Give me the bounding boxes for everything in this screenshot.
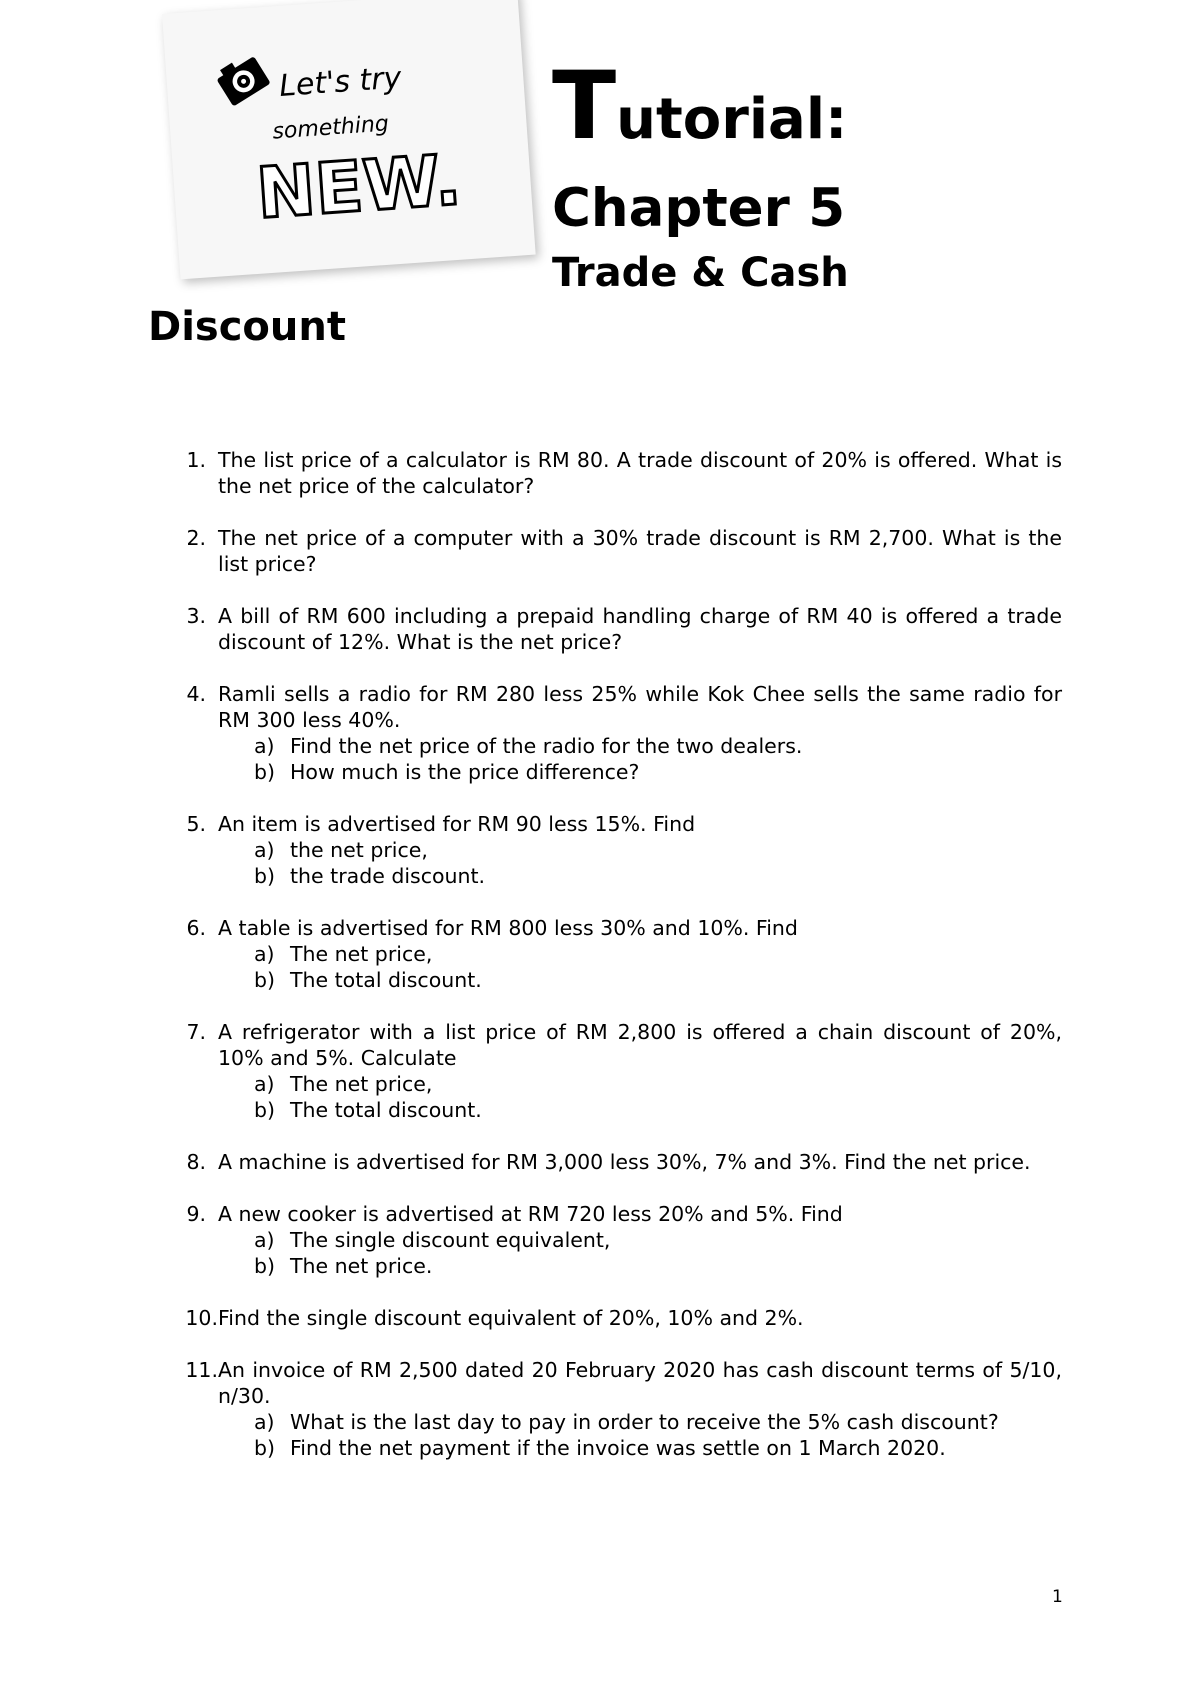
question-number: 8. (186, 1150, 206, 1174)
sub-question (218, 1253, 1062, 1279)
chapter-subtitle: Trade & Cash (552, 250, 849, 296)
sub-question (218, 759, 1062, 785)
question-text: Find the single discount equivalent of 20%, 10% and 2%. (218, 1306, 804, 1330)
question-item (172, 447, 1062, 499)
question-body (218, 681, 1062, 785)
section-heading: Discount (148, 304, 346, 350)
sub-question-label: b) (254, 864, 276, 888)
sticky-note (162, 0, 536, 279)
question-body (218, 915, 1062, 993)
sub-question (218, 1435, 1062, 1461)
sub-question-label: a) (254, 942, 275, 966)
question-item (172, 811, 1062, 889)
question-number: 4. (186, 682, 206, 706)
sub-question-text: The single discount equivalent, (290, 1228, 611, 1252)
sub-question-text: Find the net payment if the invoice was settle on 1 March 2020. (290, 1436, 946, 1460)
sub-question (218, 1071, 1062, 1097)
sub-question-label: b) (254, 1436, 276, 1460)
sub-question (218, 941, 1062, 967)
sub-question (218, 733, 1062, 759)
question-body (218, 447, 1062, 499)
sub-question (218, 1409, 1062, 1435)
sub-question-label: a) (254, 838, 275, 862)
sub-question-label: b) (254, 760, 276, 784)
question-number: 1. (186, 448, 206, 472)
sub-question-label: b) (254, 1098, 276, 1122)
sub-question-text: Find the net price of the radio for the two dealers. (290, 734, 803, 758)
sub-question-label: a) (254, 734, 275, 758)
sub-question-text: the net price, (290, 838, 428, 862)
question-text: An invoice of RM 2,500 dated 20 February 2020 has cash discount terms of 5/10, n/30. (218, 1358, 1062, 1408)
question-number: 11. (185, 1358, 218, 1382)
page-title (552, 52, 848, 161)
question-text: An item is advertised for RM 90 less 15%. Find (218, 812, 696, 836)
question-item (172, 1201, 1062, 1279)
question-number: 2. (186, 526, 206, 550)
sub-question-text: the trade discount. (290, 864, 486, 888)
question-text: A machine is advertised for RM 3,000 less 30%, 7% and 3%. Find the net price. (218, 1150, 1031, 1174)
sub-question (218, 967, 1062, 993)
question-item (172, 1357, 1062, 1461)
question-body (218, 1305, 1062, 1331)
sub-question-text: The net price. (290, 1254, 433, 1278)
question-item (172, 915, 1062, 993)
question-body (218, 811, 1062, 889)
camera-icon (213, 51, 270, 107)
sub-question-label: a) (254, 1228, 275, 1252)
sub-question-label: b) (254, 968, 276, 992)
note-line-2: something (271, 111, 390, 145)
sub-question (218, 1227, 1062, 1253)
question-text: The list price of a calculator is RM 80. A trade discount of 20% is offered. What is the net price of the calculator? (218, 448, 1062, 498)
question-text: A refrigerator with a list price of RM 2,800 is offered a chain discount of 20%, 10% and 5%. Calculate (218, 1020, 1062, 1070)
question-number: 9. (186, 1202, 206, 1226)
question-item (172, 1149, 1062, 1175)
sub-question-label: a) (254, 1410, 275, 1434)
question-body (218, 1149, 1062, 1175)
question-body (218, 1019, 1062, 1123)
sub-question-text: The net price, (290, 1072, 433, 1096)
page-number: 1 (1052, 1587, 1063, 1607)
note-line-3: NEW. (253, 138, 464, 235)
question-body (218, 603, 1062, 655)
question-text: A bill of RM 600 including a prepaid handling charge of RM 40 is offered a trade discount of 12%. What is the net price? (218, 604, 1062, 654)
question-item (172, 1305, 1062, 1331)
sub-question-text: The net price, (290, 942, 433, 966)
question-item (172, 603, 1062, 655)
sub-question (218, 837, 1062, 863)
sub-question-text: The total discount. (290, 1098, 482, 1122)
sub-question-text: How much is the price difference? (290, 760, 640, 784)
question-text: A new cooker is advertised at RM 720 less 20% and 5%. Find (218, 1202, 843, 1226)
question-list (172, 447, 1062, 1487)
sticky-note-drawing (162, 0, 536, 279)
question-body (218, 525, 1062, 577)
note-line-1: Let's try (278, 60, 403, 104)
question-number: 6. (186, 916, 206, 940)
question-number: 5. (186, 812, 206, 836)
sub-question-label: b) (254, 1254, 276, 1278)
title-initial: T (552, 52, 617, 161)
question-body (218, 1357, 1062, 1461)
title-rest: utorial: (616, 87, 848, 152)
question-item (172, 681, 1062, 785)
question-text: Ramli sells a radio for RM 280 less 25% while Kok Chee sells the same radio for RM 300 less 40%. (218, 682, 1062, 732)
question-number: 3. (186, 604, 206, 628)
chapter-heading: Chapter 5 (552, 178, 846, 239)
question-item (172, 1019, 1062, 1123)
sub-question-label: a) (254, 1072, 275, 1096)
sub-question-text: The total discount. (290, 968, 482, 992)
question-text: A table is advertised for RM 800 less 30% and 10%. Find (218, 916, 798, 940)
question-item (172, 525, 1062, 577)
question-number: 7. (186, 1020, 206, 1044)
question-body (218, 1201, 1062, 1279)
question-number: 10. (185, 1306, 218, 1330)
sub-question (218, 1097, 1062, 1123)
sub-question-text: What is the last day to pay in order to receive the 5% cash discount? (290, 1410, 999, 1434)
question-text: The net price of a computer with a 30% trade discount is RM 2,700. What is the list price? (218, 526, 1062, 576)
sub-question (218, 863, 1062, 889)
